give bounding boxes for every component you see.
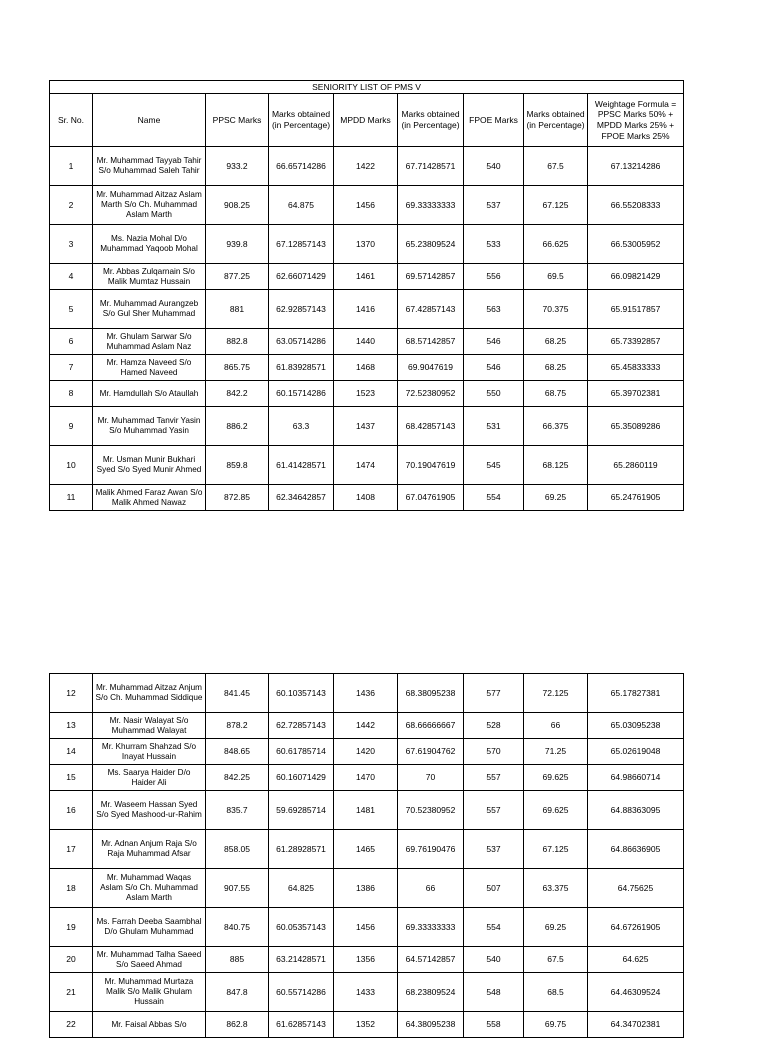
fpoe-marks-cell: 528 (464, 713, 524, 739)
table-row (50, 264, 684, 290)
fpoe-marks-cell: 545 (464, 446, 524, 485)
sr-no-cell: 10 (50, 446, 93, 485)
weightage-cell: 64.625 (588, 947, 684, 973)
name-cell: Mr. Abbas Zulqarnain S/o Malik Mumtaz Hussain (93, 264, 206, 290)
ppsc-marks-cell: 933.2 (206, 147, 269, 186)
weightage-cell: 66.09821429 (588, 264, 684, 290)
sr-no-cell: 20 (50, 947, 93, 973)
table-body-page-2 (50, 674, 684, 1038)
table-row (50, 147, 684, 186)
name-cell: Ms. Saarya Haider D/o Haider Ali (93, 765, 206, 791)
name-cell: Mr. Khurram Shahzad S/o Inayat Hussain (93, 739, 206, 765)
table-row (50, 765, 684, 791)
fpoe-percentage-cell: 69.5 (524, 264, 588, 290)
table-row (50, 791, 684, 830)
ppsc-marks-cell: 840.75 (206, 908, 269, 947)
table-row (50, 739, 684, 765)
weightage-cell: 64.75625 (588, 869, 684, 908)
mpdd-percentage-cell: 69.57142857 (398, 264, 464, 290)
ppsc-percentage-cell: 60.16071429 (269, 765, 334, 791)
sr-no-cell: 8 (50, 381, 93, 407)
fpoe-marks-cell: 556 (464, 264, 524, 290)
weightage-cell: 64.67261905 (588, 908, 684, 947)
ppsc-percentage-cell: 60.55714286 (269, 973, 334, 1012)
ppsc-marks-cell: 885 (206, 947, 269, 973)
seniority-table-page-2 (49, 673, 684, 1038)
ppsc-percentage-cell: 63.21428571 (269, 947, 334, 973)
name-cell: Mr. Muhammad Waqas Aslam S/o Ch. Muhammad Aslam Marth (93, 869, 206, 908)
weightage-cell: 65.17827381 (588, 674, 684, 713)
mpdd-percentage-cell: 69.76190476 (398, 830, 464, 869)
ppsc-percentage-cell: 62.72857143 (269, 713, 334, 739)
sr-no-cell: 4 (50, 264, 93, 290)
ppsc-marks-cell: 862.8 (206, 1012, 269, 1038)
fpoe-marks-cell: 554 (464, 908, 524, 947)
ppsc-marks-cell: 858.05 (206, 830, 269, 869)
ppsc-percentage-cell: 67.12857143 (269, 225, 334, 264)
fpoe-marks-cell: 507 (464, 869, 524, 908)
fpoe-percentage-cell: 68.125 (524, 446, 588, 485)
fpoe-percentage-cell: 68.75 (524, 381, 588, 407)
col-header-mpdd-marks: MPDD Marks (334, 94, 398, 147)
col-header-sr-no: Sr. No. (50, 94, 93, 147)
ppsc-marks-cell: 848.65 (206, 739, 269, 765)
mpdd-marks-cell: 1481 (334, 791, 398, 830)
ppsc-marks-cell: 859.8 (206, 446, 269, 485)
weightage-cell: 64.86636905 (588, 830, 684, 869)
sr-no-cell: 19 (50, 908, 93, 947)
ppsc-marks-cell: 882.8 (206, 329, 269, 355)
mpdd-percentage-cell: 67.42857143 (398, 290, 464, 329)
fpoe-percentage-cell: 67.125 (524, 830, 588, 869)
weightage-cell: 65.73392857 (588, 329, 684, 355)
weightage-cell: 66.53005952 (588, 225, 684, 264)
fpoe-percentage-cell: 69.625 (524, 791, 588, 830)
sr-no-cell: 11 (50, 485, 93, 511)
weightage-cell: 64.46309524 (588, 973, 684, 1012)
mpdd-percentage-cell: 69.9047619 (398, 355, 464, 381)
sr-no-cell: 7 (50, 355, 93, 381)
fpoe-marks-cell: 533 (464, 225, 524, 264)
mpdd-marks-cell: 1420 (334, 739, 398, 765)
fpoe-percentage-cell: 66 (524, 713, 588, 739)
table-row (50, 973, 684, 1012)
col-header-fpoe-marks: FPOE Marks (464, 94, 524, 147)
ppsc-percentage-cell: 62.34642857 (269, 485, 334, 511)
mpdd-percentage-cell: 64.57142857 (398, 947, 464, 973)
name-cell: Mr. Hamdullah S/o Ataullah (93, 381, 206, 407)
fpoe-percentage-cell: 68.5 (524, 973, 588, 1012)
fpoe-marks-cell: 570 (464, 739, 524, 765)
fpoe-percentage-cell: 67.125 (524, 186, 588, 225)
ppsc-percentage-cell: 60.05357143 (269, 908, 334, 947)
ppsc-marks-cell: 841.45 (206, 674, 269, 713)
fpoe-marks-cell: 548 (464, 973, 524, 1012)
ppsc-percentage-cell: 59.69285714 (269, 791, 334, 830)
fpoe-marks-cell: 537 (464, 830, 524, 869)
name-cell: Mr. Muhammad Tayyab Tahir S/o Muhammad Saleh Tahir (93, 147, 206, 186)
fpoe-marks-cell: 550 (464, 381, 524, 407)
ppsc-percentage-cell: 60.10357143 (269, 674, 334, 713)
mpdd-percentage-cell: 68.38095238 (398, 674, 464, 713)
weightage-cell: 64.88363095 (588, 791, 684, 830)
fpoe-percentage-cell: 69.25 (524, 908, 588, 947)
weightage-cell: 65.03095238 (588, 713, 684, 739)
mpdd-marks-cell: 1456 (334, 908, 398, 947)
mpdd-percentage-cell: 70.19047619 (398, 446, 464, 485)
fpoe-marks-cell: 554 (464, 485, 524, 511)
weightage-cell: 66.55208333 (588, 186, 684, 225)
table-row (50, 407, 684, 446)
mpdd-marks-cell: 1352 (334, 1012, 398, 1038)
ppsc-marks-cell: 878.2 (206, 713, 269, 739)
mpdd-percentage-cell: 70 (398, 765, 464, 791)
sr-no-cell: 16 (50, 791, 93, 830)
fpoe-percentage-cell: 71.25 (524, 739, 588, 765)
name-cell: Mr. Adnan Anjum Raja S/o Raja Muhammad Afsar (93, 830, 206, 869)
ppsc-marks-cell: 881 (206, 290, 269, 329)
table-row (50, 674, 684, 713)
seniority-table-page-1 (49, 80, 684, 511)
mpdd-marks-cell: 1442 (334, 713, 398, 739)
mpdd-marks-cell: 1356 (334, 947, 398, 973)
sr-no-cell: 12 (50, 674, 93, 713)
table-row (50, 225, 684, 264)
mpdd-marks-cell: 1437 (334, 407, 398, 446)
table-row (50, 186, 684, 225)
weightage-cell: 65.2860119 (588, 446, 684, 485)
mpdd-marks-cell: 1408 (334, 485, 398, 511)
fpoe-percentage-cell: 63.375 (524, 869, 588, 908)
fpoe-marks-cell: 546 (464, 355, 524, 381)
sr-no-cell: 3 (50, 225, 93, 264)
mpdd-percentage-cell: 72.52380952 (398, 381, 464, 407)
sr-no-cell: 22 (50, 1012, 93, 1038)
table-row (50, 329, 684, 355)
table-row (50, 1012, 684, 1038)
ppsc-marks-cell: 872.85 (206, 485, 269, 511)
ppsc-percentage-cell: 63.05714286 (269, 329, 334, 355)
ppsc-marks-cell: 865.75 (206, 355, 269, 381)
mpdd-percentage-cell: 70.52380952 (398, 791, 464, 830)
fpoe-percentage-cell: 68.25 (524, 355, 588, 381)
ppsc-marks-cell: 877.25 (206, 264, 269, 290)
weightage-cell: 64.98660714 (588, 765, 684, 791)
sr-no-cell: 9 (50, 407, 93, 446)
table-row (50, 947, 684, 973)
name-cell: Mr. Muhammad Aitzaz Anjum S/o Ch. Muhammad Siddique (93, 674, 206, 713)
table-title: SENIORITY LIST OF PMS V (50, 81, 684, 94)
ppsc-marks-cell: 907.55 (206, 869, 269, 908)
fpoe-marks-cell: 531 (464, 407, 524, 446)
mpdd-marks-cell: 1436 (334, 674, 398, 713)
sr-no-cell: 21 (50, 973, 93, 1012)
fpoe-marks-cell: 558 (464, 1012, 524, 1038)
col-header-mpdd-percentage: Marks obtained (in Percentage) (398, 94, 464, 147)
table-row (50, 830, 684, 869)
fpoe-marks-cell: 577 (464, 674, 524, 713)
fpoe-percentage-cell: 69.625 (524, 765, 588, 791)
ppsc-percentage-cell: 60.15714286 (269, 381, 334, 407)
name-cell: Ms. Nazia Mohal D/o Muhammad Yaqoob Mohal (93, 225, 206, 264)
fpoe-marks-cell: 537 (464, 186, 524, 225)
ppsc-percentage-cell: 61.83928571 (269, 355, 334, 381)
ppsc-percentage-cell: 64.875 (269, 186, 334, 225)
fpoe-marks-cell: 546 (464, 329, 524, 355)
ppsc-marks-cell: 842.2 (206, 381, 269, 407)
fpoe-percentage-cell: 68.25 (524, 329, 588, 355)
mpdd-marks-cell: 1416 (334, 290, 398, 329)
ppsc-percentage-cell: 62.92857143 (269, 290, 334, 329)
weightage-cell: 65.45833333 (588, 355, 684, 381)
fpoe-percentage-cell: 66.375 (524, 407, 588, 446)
sr-no-cell: 15 (50, 765, 93, 791)
ppsc-marks-cell: 908.25 (206, 186, 269, 225)
weightage-cell: 65.24761905 (588, 485, 684, 511)
weightage-cell: 65.91517857 (588, 290, 684, 329)
mpdd-percentage-cell: 69.33333333 (398, 186, 464, 225)
mpdd-percentage-cell: 67.61904762 (398, 739, 464, 765)
mpdd-marks-cell: 1468 (334, 355, 398, 381)
table-row (50, 381, 684, 407)
mpdd-percentage-cell: 67.71428571 (398, 147, 464, 186)
col-header-weightage-formula: Weightage Formula = PPSC Marks 50% + MPDD Marks 25% + FPOE Marks 25% (588, 94, 684, 147)
mpdd-marks-cell: 1456 (334, 186, 398, 225)
mpdd-marks-cell: 1370 (334, 225, 398, 264)
mpdd-percentage-cell: 66 (398, 869, 464, 908)
mpdd-percentage-cell: 68.23809524 (398, 973, 464, 1012)
ppsc-marks-cell: 835.7 (206, 791, 269, 830)
mpdd-percentage-cell: 69.33333333 (398, 908, 464, 947)
weightage-cell: 64.34702381 (588, 1012, 684, 1038)
col-header-ppsc-percentage: Marks obtained (in Percentage) (269, 94, 334, 147)
mpdd-marks-cell: 1440 (334, 329, 398, 355)
table-body-page-1 (50, 147, 684, 511)
sr-no-cell: 17 (50, 830, 93, 869)
name-cell: Mr. Muhammad Aurangzeb S/o Gul Sher Muhammad (93, 290, 206, 329)
fpoe-percentage-cell: 69.25 (524, 485, 588, 511)
ppsc-marks-cell: 847.8 (206, 973, 269, 1012)
name-cell: Mr. Muhammad Murtaza Malik S/o Malik Ghulam Hussain (93, 973, 206, 1012)
fpoe-percentage-cell: 67.5 (524, 147, 588, 186)
ppsc-marks-cell: 939.8 (206, 225, 269, 264)
table-row (50, 485, 684, 511)
ppsc-percentage-cell: 61.41428571 (269, 446, 334, 485)
table-row (50, 355, 684, 381)
col-header-fpoe-percentage: Marks obtained (in Percentage) (524, 94, 588, 147)
fpoe-marks-cell: 563 (464, 290, 524, 329)
weightage-cell: 65.35089286 (588, 407, 684, 446)
fpoe-marks-cell: 557 (464, 791, 524, 830)
ppsc-marks-cell: 886.2 (206, 407, 269, 446)
ppsc-percentage-cell: 64.825 (269, 869, 334, 908)
sr-no-cell: 6 (50, 329, 93, 355)
sr-no-cell: 2 (50, 186, 93, 225)
sr-no-cell: 18 (50, 869, 93, 908)
fpoe-percentage-cell: 70.375 (524, 290, 588, 329)
ppsc-percentage-cell: 62.66071429 (269, 264, 334, 290)
name-cell: Mr. Muhammad Aitzaz Aslam Marth S/o Ch. Muhammad Aslam Marth (93, 186, 206, 225)
mpdd-percentage-cell: 64.38095238 (398, 1012, 464, 1038)
sr-no-cell: 1 (50, 147, 93, 186)
col-header-name: Name (93, 94, 206, 147)
mpdd-marks-cell: 1523 (334, 381, 398, 407)
weightage-cell: 65.39702381 (588, 381, 684, 407)
table-row (50, 446, 684, 485)
name-cell: Mr. Waseem Hassan Syed S/o Syed Mashood-ur-Rahim (93, 791, 206, 830)
fpoe-marks-cell: 540 (464, 947, 524, 973)
ppsc-marks-cell: 842.25 (206, 765, 269, 791)
sr-no-cell: 5 (50, 290, 93, 329)
header-row (50, 94, 684, 147)
fpoe-percentage-cell: 72.125 (524, 674, 588, 713)
name-cell: Ms. Farrah Deeba Saambhal D/o Ghulam Muhammad (93, 908, 206, 947)
mpdd-marks-cell: 1474 (334, 446, 398, 485)
sr-no-cell: 13 (50, 713, 93, 739)
ppsc-percentage-cell: 63.3 (269, 407, 334, 446)
fpoe-percentage-cell: 67.5 (524, 947, 588, 973)
name-cell: Mr. Muhammad Talha Saeed S/o Saeed Ahmad (93, 947, 206, 973)
mpdd-percentage-cell: 68.42857143 (398, 407, 464, 446)
sr-no-cell: 14 (50, 739, 93, 765)
fpoe-percentage-cell: 66.625 (524, 225, 588, 264)
table-row (50, 908, 684, 947)
mpdd-marks-cell: 1386 (334, 869, 398, 908)
name-cell: Mr. Ghulam Sarwar S/o Muhammad Aslam Naz (93, 329, 206, 355)
table-row (50, 713, 684, 739)
mpdd-percentage-cell: 68.66666667 (398, 713, 464, 739)
ppsc-percentage-cell: 66.65714286 (269, 147, 334, 186)
ppsc-percentage-cell: 61.28928571 (269, 830, 334, 869)
mpdd-marks-cell: 1422 (334, 147, 398, 186)
weightage-cell: 67.13214286 (588, 147, 684, 186)
name-cell: Malik Ahmed Faraz Awan S/o Malik Ahmed Nawaz (93, 485, 206, 511)
mpdd-percentage-cell: 65.23809524 (398, 225, 464, 264)
name-cell: Mr. Faisal Abbas S/o (93, 1012, 206, 1038)
table-row (50, 290, 684, 329)
mpdd-percentage-cell: 67.04761905 (398, 485, 464, 511)
mpdd-marks-cell: 1433 (334, 973, 398, 1012)
mpdd-marks-cell: 1470 (334, 765, 398, 791)
mpdd-percentage-cell: 68.57142857 (398, 329, 464, 355)
weightage-cell: 65.02619048 (588, 739, 684, 765)
name-cell: Mr. Nasir Walayat S/o Muhammad Walayat (93, 713, 206, 739)
mpdd-marks-cell: 1465 (334, 830, 398, 869)
name-cell: Mr. Hamza Naveed S/o Hamed Naveed (93, 355, 206, 381)
ppsc-percentage-cell: 60.61785714 (269, 739, 334, 765)
mpdd-marks-cell: 1461 (334, 264, 398, 290)
ppsc-percentage-cell: 61.62857143 (269, 1012, 334, 1038)
name-cell: Mr. Usman Munir Bukhari Syed S/o Syed Munir Ahmed (93, 446, 206, 485)
name-cell: Mr. Muhammad Tanvir Yasin S/o Muhammad Yasin (93, 407, 206, 446)
col-header-ppsc-marks: PPSC Marks (206, 94, 269, 147)
fpoe-percentage-cell: 69.75 (524, 1012, 588, 1038)
fpoe-marks-cell: 557 (464, 765, 524, 791)
table-row (50, 869, 684, 908)
fpoe-marks-cell: 540 (464, 147, 524, 186)
